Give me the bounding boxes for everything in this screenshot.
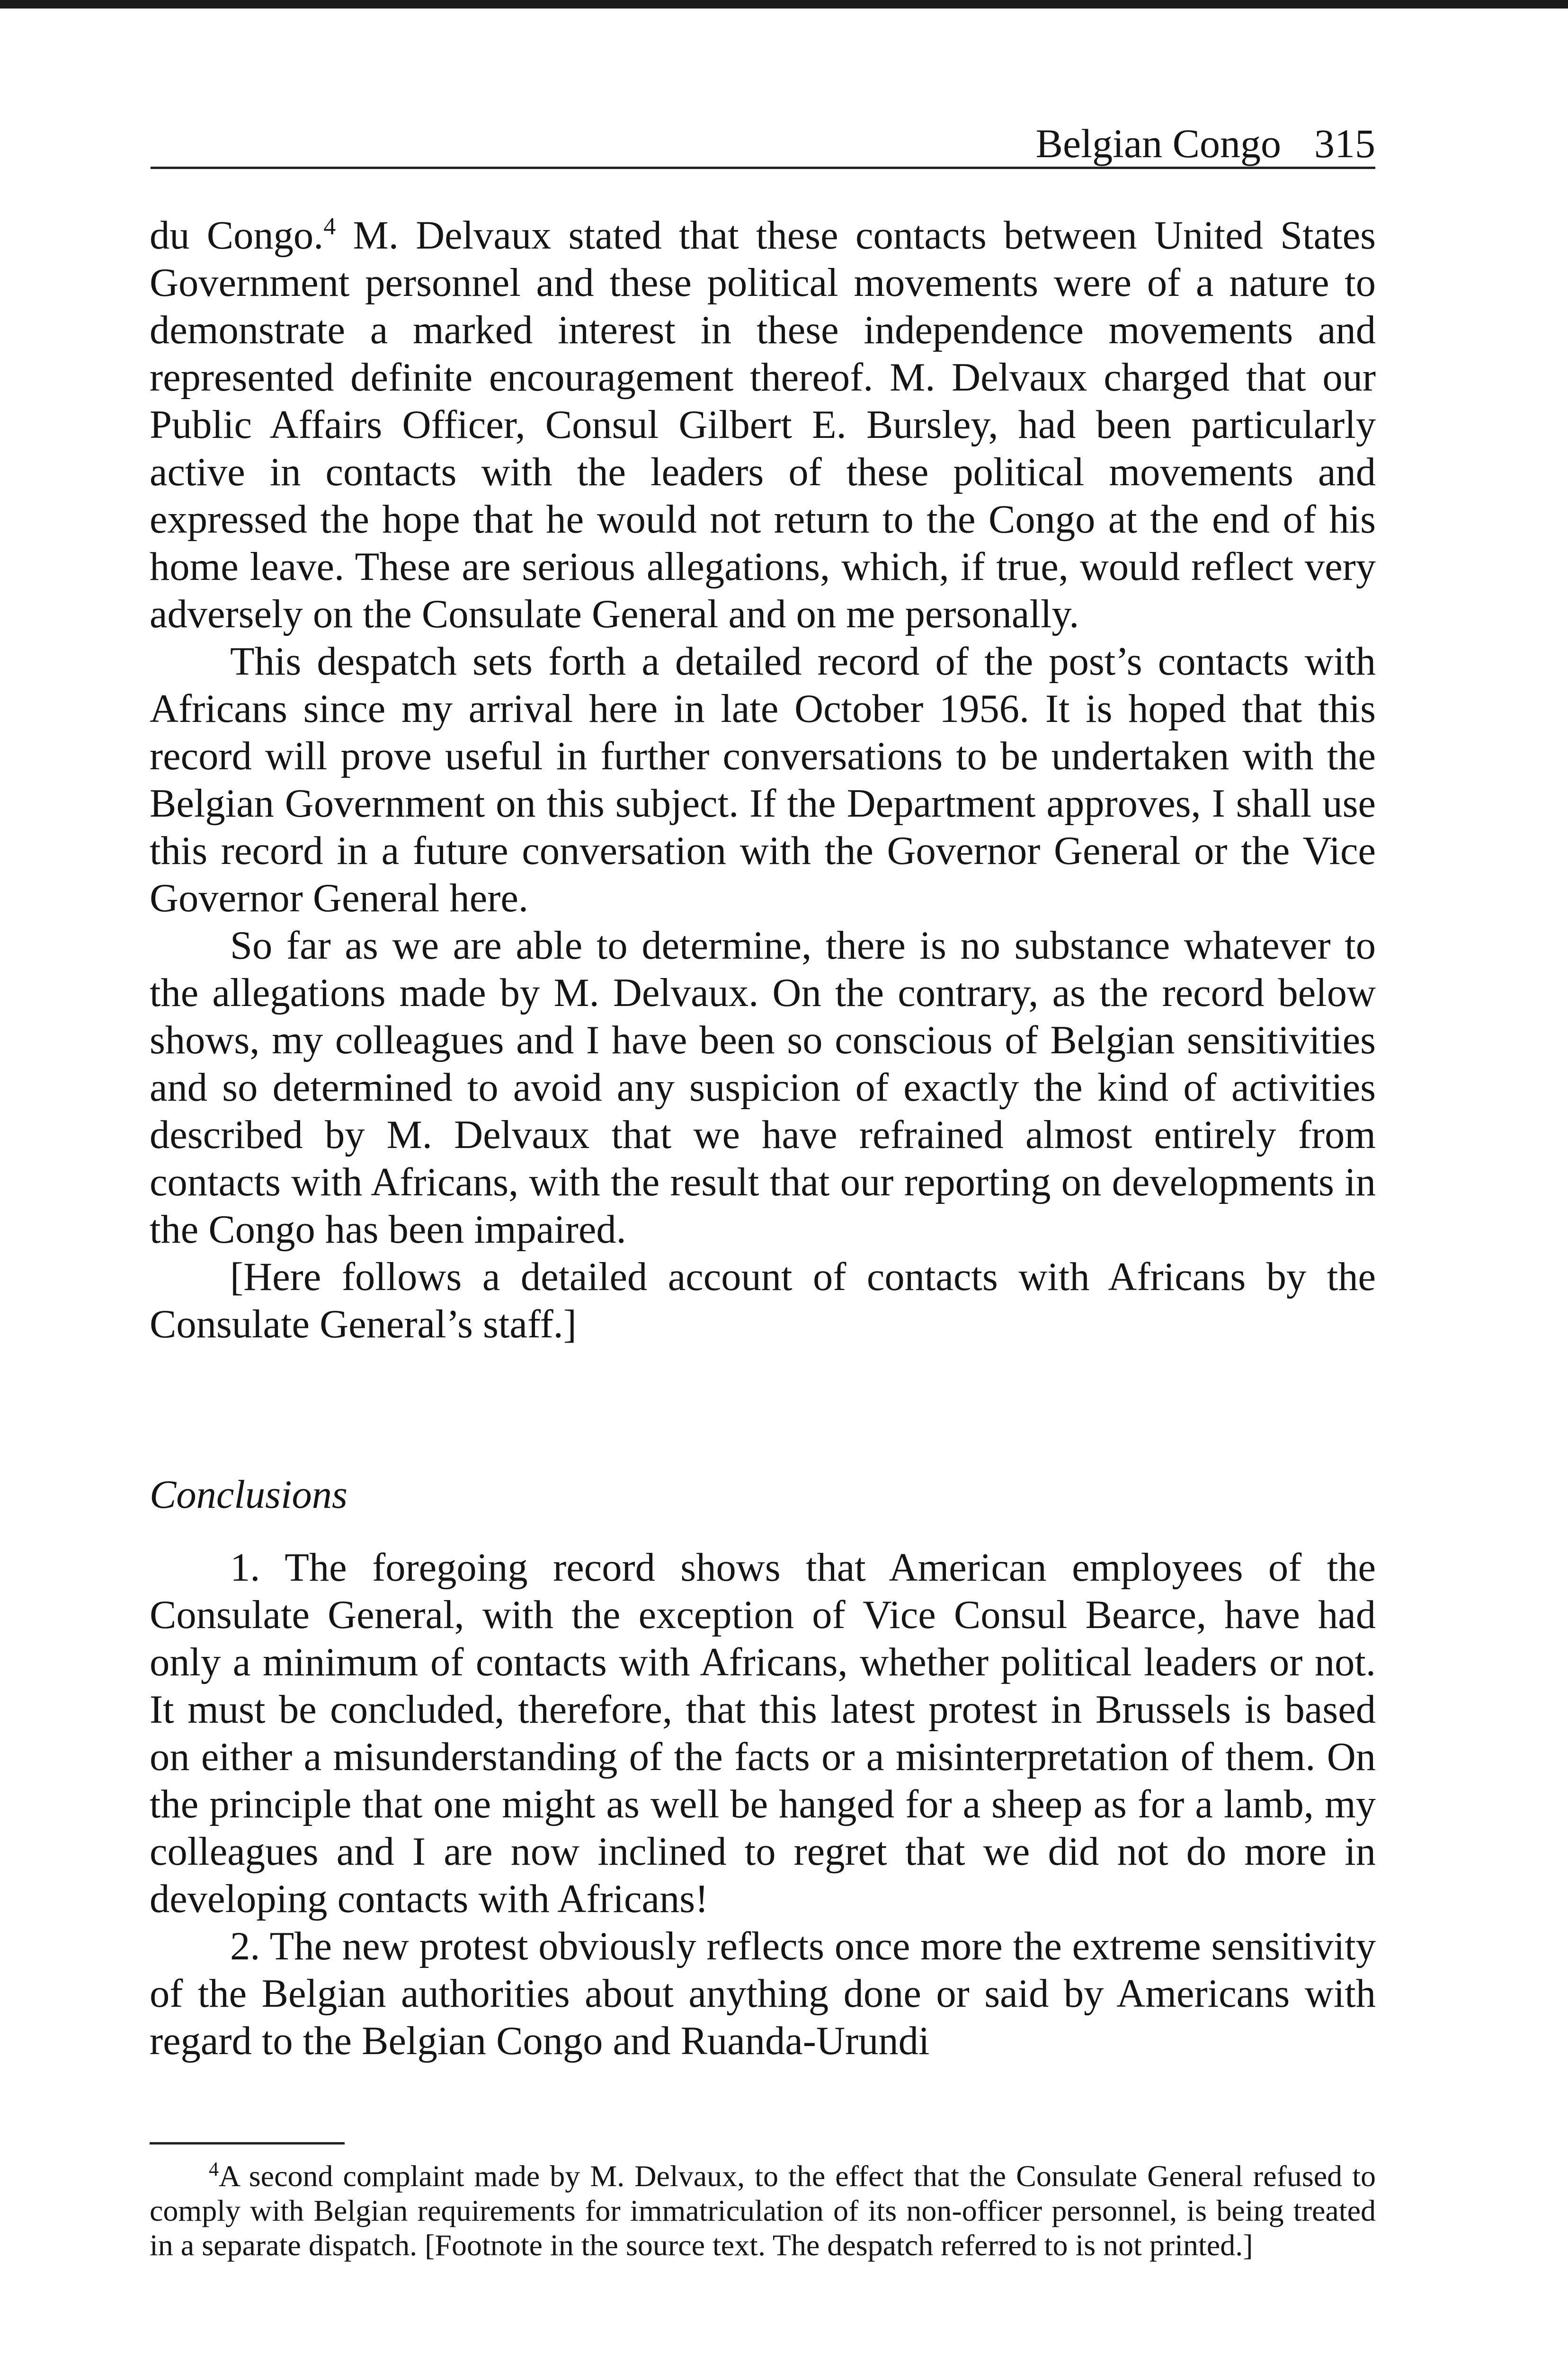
- conclusion-item-2: 2. The new protest obviously reflects once more the extreme sensitivity of the Belgian authorities about anything done or said by Americans with regard to the Belgian Congo and Ruanda-Urundi: [150, 1924, 1376, 2063]
- running-header-text: [1036, 122, 1375, 165]
- footnote: [150, 2159, 1376, 2262]
- footnote-paragraph: [150, 2159, 1376, 2262]
- conclusion-item-1: 1. The foregoing record shows that American employees of the Consulate General, with the exception of Vice Consul Bearce, have had only a minimum of contacts with Africans, whether political leaders or not. It must be concluded, therefore, that this latest protest in Brussels is based on either a misunderstanding of the facts or a misinterpretation of them. On the principle that one might as well be hanged for a sheep as for a lamb, my colleagues and I are now inclined to regret that we did not do more in developing contacts with Africans!: [150, 1546, 1376, 1921]
- conclusions-section: [150, 1544, 1376, 2065]
- footnote-text: A second complaint made by M. Delvaux, to the effect that the Consulate General refused to comply with Belgian requirements for immatriculation of its non-officer personnel, is being treated in a separate dispatch. [Footnote in the source text. The despatch referred to is not printed.]: [150, 2159, 1376, 2262]
- conclusions-heading: Conclusions: [150, 1473, 347, 1517]
- paragraph-3: So far as we are able to determine, there is no substance whatever to the allegations made by M. Delvaux. On the contrary, as the record below shows, my colleagues and I have been so conscious of Belgian sensitivities and so determined to avoid any suspicion of exactly the kind of activities described by M. Delvaux that we have refrained almost entirely from contacts with Africans, with the result that our reporting on developments in the Congo has been impaired.: [150, 924, 1376, 1252]
- running-header: [151, 121, 1375, 169]
- paragraph-1-rest: M. Delvaux stated that these contacts between United States Government personnel and these political movements were of a nature to demonstrate a marked interest in these independence movements and represented definite encouragement thereof. M. Delvaux charged that our Public Affairs Officer, Consul Gilbert E. Bursley, had been particularly active in contacts with the leaders of these political movements and expressed the hope that he would not return to the Congo at the end of his home leave. These are serious allegations, which, if true, would reflect very adversely on the Consulate General and on me personally.: [150, 214, 1376, 636]
- page-number: 315: [1314, 121, 1375, 166]
- footnote-reference: 4: [323, 213, 336, 240]
- paragraph-2: This despatch sets forth a detailed record of the post’s contacts with Africans since my arrival here in late October 1956. It is hoped that this record will prove useful in further conversations to be undertaken with the Belgian Government on this subject. If the Department approves, I shall use this record in a future conversation with the Governor General or the Vice Governor General here.: [150, 640, 1376, 920]
- footnote-divider: [150, 2142, 345, 2145]
- paragraph-1-start: du Congo.: [150, 214, 324, 258]
- paragraph-1: [150, 212, 1376, 638]
- running-title: Belgian Congo: [1035, 121, 1281, 166]
- paragraph-4: [Here follows a detailed account of contacts with Africans by the Consulate General’s staff.]: [150, 1255, 1376, 1346]
- footnote-marker: 4: [209, 2159, 219, 2180]
- body-text: [150, 212, 1376, 1348]
- page-top-border: [0, 0, 1568, 9]
